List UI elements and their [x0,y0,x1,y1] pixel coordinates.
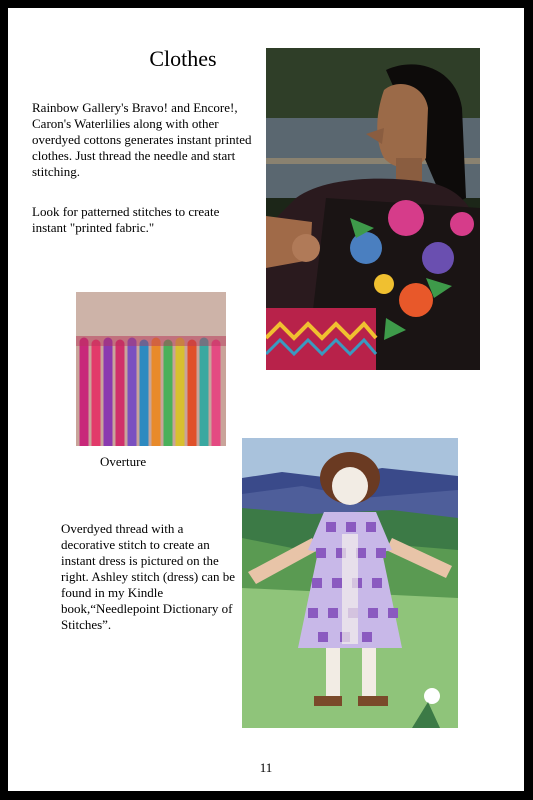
page-number: 11 [259,760,273,775]
overture-thread-photo [76,292,226,446]
book-page [8,8,524,791]
patterned-stitches-paragraph: Look for patterned stitches to create instant "printed fabric." [32,204,220,235]
page-title: Clothes [149,46,217,71]
needlepoint-dress-photo [242,438,458,728]
woman-photo-graphic [266,48,480,370]
dress-stitch-paragraph: Overdyed thread with a decorative stitch to create an instant dress is pictured on the right. Ashley stitch (dress) can be found in my Kindle book,“Needlepoint Dictionary of Stitches”. [61,521,236,632]
needlepoint-graphic [242,438,458,728]
woman-embroidered-blouse-photo [266,48,480,370]
thread-photo-graphic [76,292,226,446]
intro-paragraph: Rainbow Gallery's Bravo! and Encore!, Caron's Waterlilies along with other overdyed cottons generates instant printed clothes. Just thread the needle and start stitching. [32,100,252,179]
thread-caption: Overture [100,454,147,469]
